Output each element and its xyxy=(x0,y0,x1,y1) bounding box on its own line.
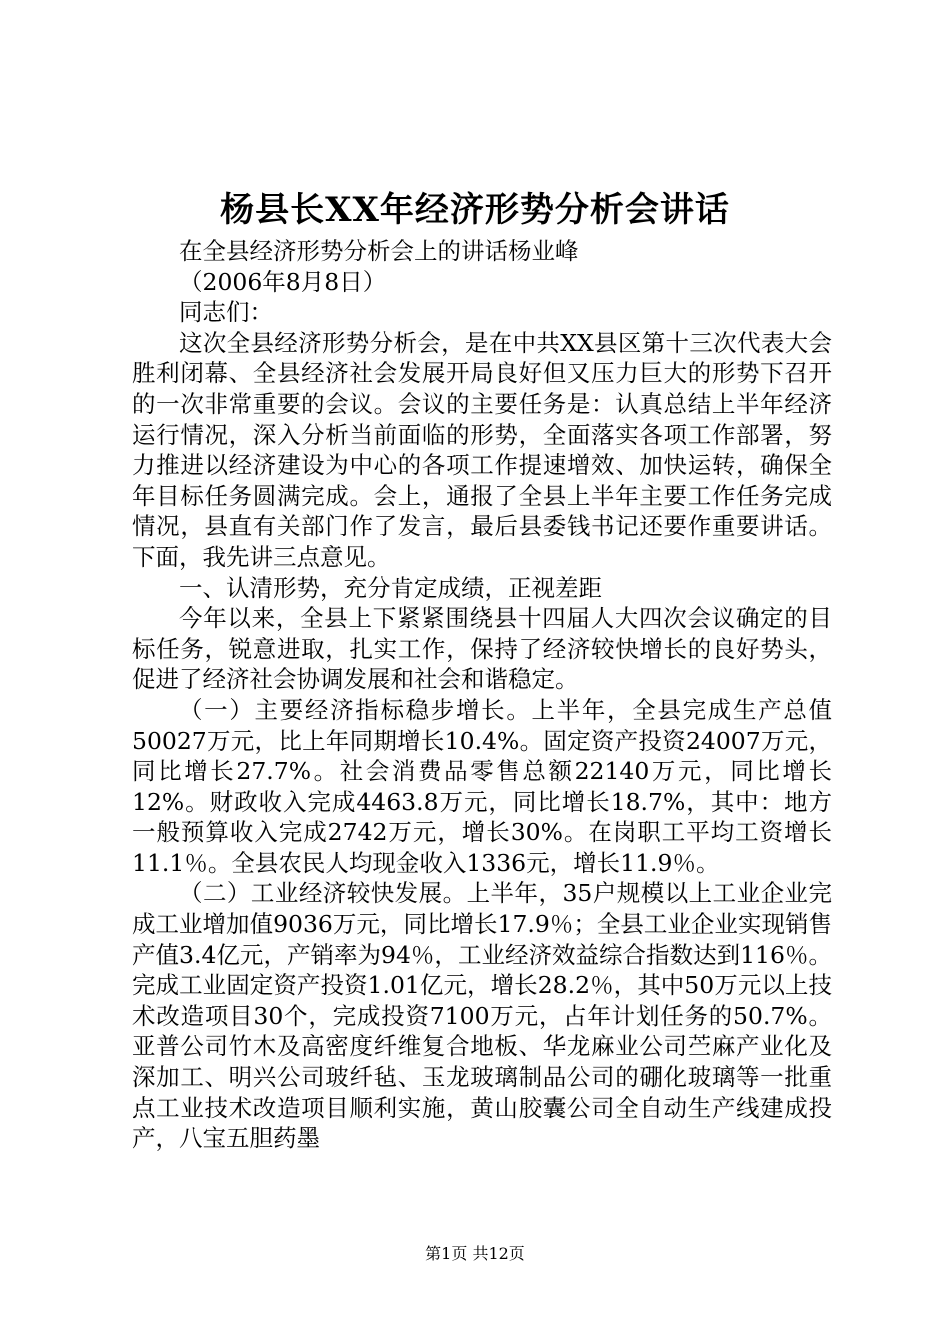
page-footer: 第1页 共12页 xyxy=(425,1244,525,1263)
paragraph-intro: 这次全县经济形势分析会，是在中共XX县区第十三次代表大会胜利闭幕、全县经济社会发展开局良好但又压力巨大的形势下召开的一次非常重要的会议。会议的主要任务是：认真总结上半年经济运行情况，深入分析当前面临的形势，全面落实各项工作部署，努力推进以经济建设为中心的各项工作提速增效、加快运转，确保全年目标任务圆满完成。会上，通报了全县上半年主要工作任务完成情况，县直有关部门作了发言，最后县委钱书记还要作重要讲话。下面，我先讲三点意见。 xyxy=(132,328,832,571)
paragraph-industry: （二）工业经济较快发展。上半年，35户规模以上工业企业完成工业增加值9036万元，同比增长17.9％；全县工业企业实现销售产值3.4亿元，产销率为94％，工业经济效益综合指数达到116％。完成工业固定资产投资1.01亿元，增长28.2％，其中50万元以上技术改造项目30个，完成投资7100万元，占年计划任务的50.7%。亚普公司竹木及高密度纤维复合地板、华龙麻业公司苎麻产业化及深加工、明兴公司玻纤毡、玉龙玻璃制品公司的硼化玻璃等一批重点工业技术改造项目顺利实施，黄山胶囊公司全自动生产线建成投产，八宝五胆药墨 xyxy=(132,879,832,1153)
paragraph-salutation: 同志们： xyxy=(179,298,273,327)
document-body xyxy=(132,236,832,1154)
paragraph-overview: 今年以来，全县上下紧紧围绕县十四届人大四次会议确定的目标任务，锐意进取，扎实工作，保持了经济较快增长的良好势头，促进了经济社会协调发展和社会和谐稳定。 xyxy=(132,604,832,694)
paragraph-indicators: （一）主要经济指标稳步增长。上半年，全县完成生产总值50027万元，比上年同期增长10.4%。固定资产投资24007万元，同比增长27.7%。社会消费品零售总额22140万元，同比增长12%。财政收入完成4463.8万元，同比增长18.7%，其中：地方一般预算收入完成2742万元，增长30%。在岗职工平均工资增长11.1％。全县农民人均现金收入1336元，增长11.9％。 xyxy=(132,695,832,877)
section-heading-1: 一、认清形势，充分肯定成绩，正视差距 xyxy=(179,573,602,602)
paragraph-subtitle: 在全县经济形势分析会上的讲话杨业峰 xyxy=(179,237,579,265)
document-title: 杨县长XX年经济形势分析会讲话 xyxy=(220,190,730,230)
paragraph-date: （2006年8月8日） xyxy=(179,267,387,296)
